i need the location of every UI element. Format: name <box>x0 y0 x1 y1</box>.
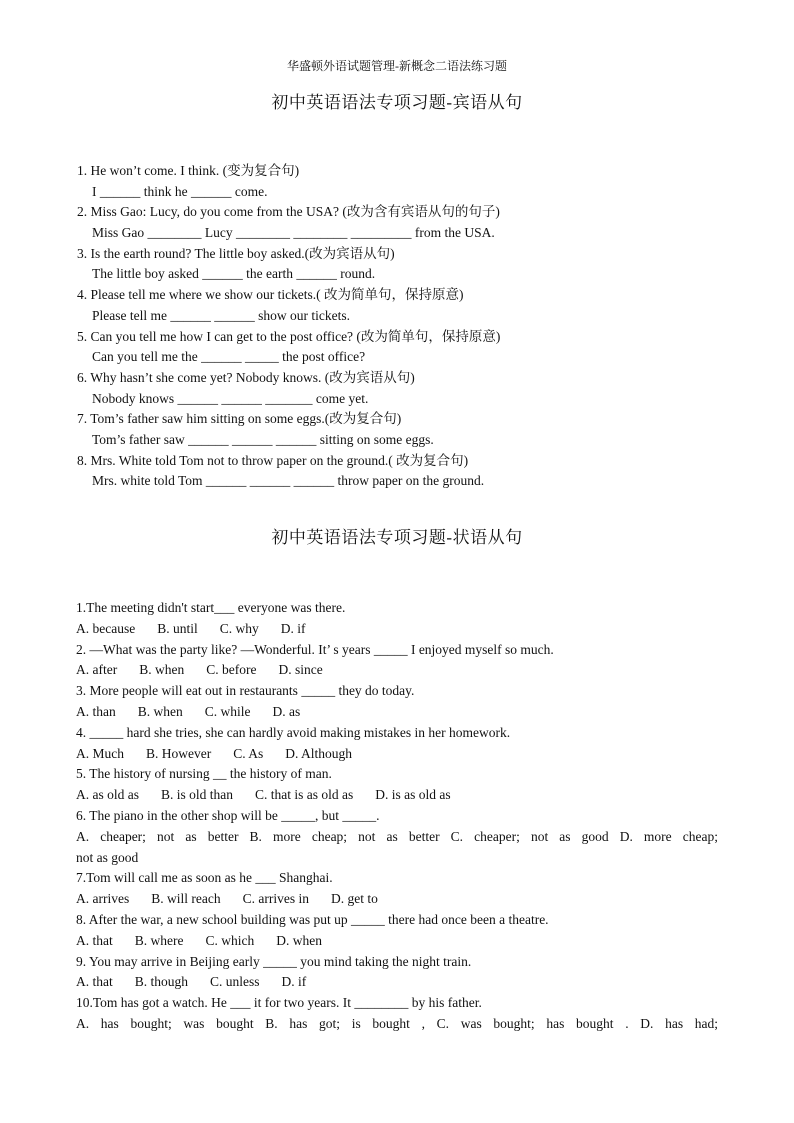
option: D. when <box>276 932 322 948</box>
answer-line: Tom’s father saw ______ ______ ______ sitting on some eggs. <box>92 431 434 447</box>
option: C. As <box>233 745 264 761</box>
option: D. since <box>278 662 323 678</box>
option: B. until <box>157 620 198 636</box>
option: A. that <box>76 974 113 990</box>
option: C. arrives in <box>242 891 309 907</box>
question-text: 1.The meeting didn't start___ everyone was there. <box>76 600 346 615</box>
options-row: A. cheaper; not as better B. more cheap; not as better C. cheaper; not as good D. more cheap; <box>76 828 718 844</box>
question-text: 7.Tom will call me as soon as he ___ Shanghai. <box>76 870 333 886</box>
option: D. is as old as <box>375 787 451 803</box>
section-object-clauses <box>77 161 717 492</box>
options-row <box>76 931 718 952</box>
page-header: 华盛顿外语试题管理-新概念二语法练习题 <box>287 59 507 73</box>
answer-line: Nobody knows ______ ______ _______ come yet. <box>92 390 369 406</box>
question-text: 4. _____ hard she tries, she can hardly avoid making mistakes in her homework. <box>76 724 511 740</box>
question-text: 5. Can you tell me how I can get to the post office? (改为简单句，保持原意) <box>77 328 501 344</box>
options-row <box>76 702 718 723</box>
question-text: 5. The history of nursing __ the history of man. <box>76 766 332 782</box>
options-row: A. has bought; was bought B. has got; is bought , C. was bought; has bought . D. has had; <box>76 1015 718 1031</box>
question-text: 4. Please tell me where we show our tickets.( 改为简单句，保持原意) <box>77 287 464 303</box>
option: D. as <box>272 703 301 719</box>
options-row <box>76 660 718 681</box>
answer-line: Miss Gao ________ Lucy ________ ________ _________ from the USA. <box>92 225 495 241</box>
question-text: 2. Miss Gao: Lucy, do you come from the USA? (改为含有宾语从句的句子) <box>77 204 500 220</box>
question-text: 8. Mrs. White told Tom not to throw paper on the ground.( 改为复合句) <box>77 452 469 468</box>
options-row <box>76 785 718 806</box>
question-text: 10.Tom has got a watch. He ___ it for two years. It ________ by his father. <box>76 995 482 1011</box>
answer-line: I ______ think he ______ come. <box>92 183 268 199</box>
options-row <box>76 619 718 640</box>
question-text: 6. The piano in the other shop will be _____, but _____. <box>76 807 380 823</box>
option: D. if <box>281 974 307 990</box>
answer-line: The little boy asked ______ the earth ______ round. <box>92 266 376 282</box>
answer-line: Can you tell me the ______ _____ the post office? <box>92 349 366 365</box>
option: D. if <box>280 620 306 636</box>
option: B. when <box>139 662 185 678</box>
option: C. before <box>206 662 257 678</box>
section-adverbial-clauses <box>76 598 718 1035</box>
option: D. Although <box>285 745 353 761</box>
answer-line: Please tell me ______ ______ show our tickets. <box>92 307 350 323</box>
options-row <box>76 972 718 993</box>
options-row-continued: not as good <box>76 849 139 865</box>
options-row <box>76 744 718 765</box>
question-text: 9. You may arrive in Beijing early _____ you mind taking the night train. <box>76 953 472 969</box>
question-text: 8. After the war, a new school building was put up _____ there had once been a theatre. <box>76 911 549 927</box>
option: A. that <box>76 932 113 948</box>
option: A. after <box>76 662 118 678</box>
option: A. arrives <box>76 891 130 907</box>
option: B. though <box>134 974 189 990</box>
option: A. than <box>76 703 116 719</box>
option: B. will reach <box>151 891 221 907</box>
option: C. that is as old as <box>255 787 354 803</box>
question-text: 2. —What was the party like? —Wonderful. It’ s years _____ I enjoyed myself so much. <box>76 641 554 657</box>
option: C. which <box>205 932 255 948</box>
option: A. as old as <box>76 787 139 803</box>
answer-line: Mrs. white told Tom ______ ______ ______ throw paper on the ground. <box>92 473 485 489</box>
question-text: 3. More people will eat out in restaurants _____ they do today. <box>76 683 415 699</box>
option: C. why <box>219 620 259 636</box>
option: B. where <box>134 932 184 948</box>
option: B. is old than <box>161 787 234 803</box>
option: B. when <box>137 703 183 719</box>
section-title-object-clauses: 初中英语语法专项习题-宾语从句 <box>271 93 523 112</box>
option: C. unless <box>210 974 260 990</box>
option: A. Much <box>76 745 124 761</box>
option: D. get to <box>330 891 378 907</box>
question-text: 7. Tom’s father saw him sitting on some eggs.(改为复合句) <box>77 411 402 427</box>
option: B. However <box>146 745 212 761</box>
options-row <box>76 889 718 910</box>
option: A. because <box>76 620 136 636</box>
question-text: 3. Is the earth round? The little boy asked.(改为宾语从句) <box>77 245 395 261</box>
option: C. while <box>204 703 251 719</box>
question-text: 1. He won’t come. I think. (变为复合句) <box>77 163 300 178</box>
section-title-adverbial-clauses: 初中英语语法专项习题-状语从句 <box>271 528 523 547</box>
question-text: 6. Why hasn’t she come yet? Nobody knows. (改为宾语从句) <box>77 369 415 385</box>
